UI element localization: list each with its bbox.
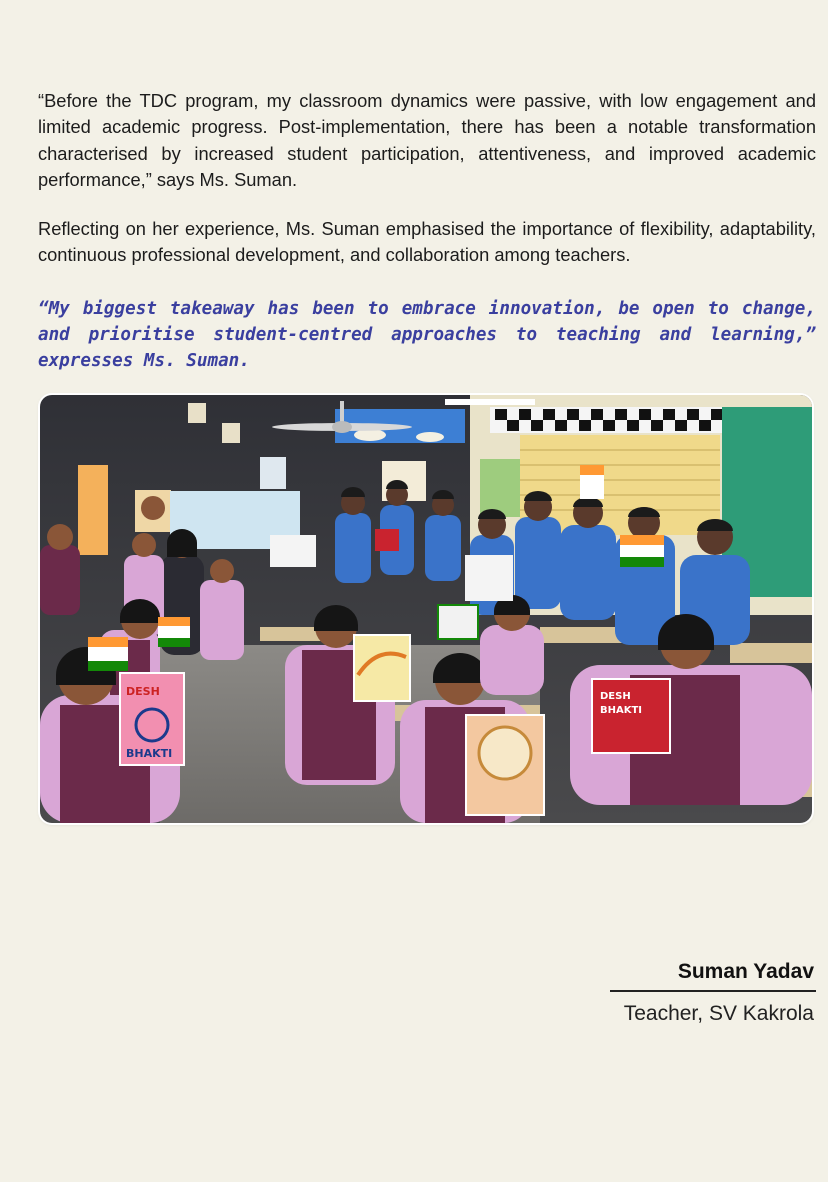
classroom-illustration xyxy=(40,395,812,823)
signature-block xyxy=(610,960,816,1026)
wall-poster-green xyxy=(480,459,520,517)
svg-text:DESH: DESH xyxy=(600,691,631,702)
highlight-quote: “My biggest takeaway has been to embrace innovation, be open to change, and prioritise student-centred approaches to teaching and learning,” expresses Ms. Suman. xyxy=(38,299,816,371)
svg-text:BHAKTI: BHAKTI xyxy=(600,705,643,716)
tube-light xyxy=(445,399,535,405)
svg-text:DESH: DESH xyxy=(126,685,160,698)
body-paragraph-1: “Before the TDC program, my classroom dynamics were passive, with low engagement and limited academic progress. Post-implementation, there has been a notable transformation characterised by increased student participation, attentiveness, and improved academic performance,” says Ms. Suman. xyxy=(38,90,816,190)
student-front-left xyxy=(40,647,184,823)
wall-chart-hanging xyxy=(78,465,108,555)
body-paragraph-2: Reflecting on her experience, Ms. Suman emphasised the importance of flexibility, adaptability, continuous professional development, and collaboration among teachers. xyxy=(38,218,816,266)
classroom-photo xyxy=(40,395,812,823)
flag-drawing xyxy=(438,605,478,639)
signature-title: Teacher, SV Kakrola xyxy=(623,1002,814,1025)
signature-name: Suman Yadav xyxy=(677,960,814,983)
svg-text:BHAKTI: BHAKTI xyxy=(126,747,173,760)
